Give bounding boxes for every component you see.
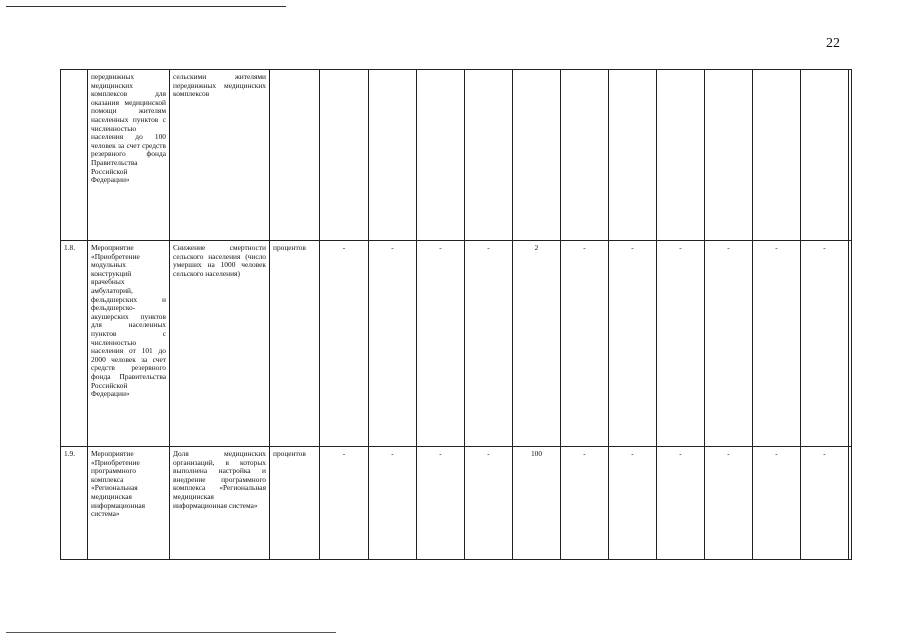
value-cell: -	[801, 241, 849, 447]
value-cell: -	[657, 241, 705, 447]
value-cell	[849, 241, 852, 447]
unit-cell: процентов	[270, 241, 320, 447]
value-cell	[849, 70, 852, 241]
value-cell: -	[561, 241, 609, 447]
value-cell: -	[320, 447, 369, 560]
indicator-cell: Снижение смертности сельского населения (число умерших на 1000 человек сельского населения)	[170, 241, 270, 447]
value-cell	[513, 70, 561, 241]
value-cell: -	[561, 447, 609, 560]
value-cell: 100	[513, 447, 561, 560]
value-cell: -	[801, 447, 849, 560]
header-rule	[6, 6, 286, 7]
value-cell: -	[753, 241, 801, 447]
value-cell	[369, 70, 417, 241]
value-cell: -	[417, 447, 465, 560]
value-cell: 2	[513, 241, 561, 447]
indicator-cell: Доля медицинских организаций, в которых выполнена настройка и внедрение программного комплекса «Региональная медицинская информационная система»	[170, 447, 270, 560]
value-cell: -	[417, 241, 465, 447]
unit-cell: процентов	[270, 447, 320, 560]
table-row	[61, 447, 852, 560]
value-cell	[320, 70, 369, 241]
value-cell: -	[609, 447, 657, 560]
program-table	[60, 69, 852, 560]
value-cell	[849, 447, 852, 560]
table-row	[61, 70, 852, 241]
value-cell	[561, 70, 609, 241]
value-cell: -	[705, 447, 753, 560]
footer-rule	[6, 632, 336, 633]
value-cell: -	[369, 447, 417, 560]
value-cell: -	[657, 447, 705, 560]
unit-cell	[270, 70, 320, 241]
value-cell: -	[320, 241, 369, 447]
table-row	[61, 241, 852, 447]
value-cell: -	[609, 241, 657, 447]
value-cell: -	[465, 447, 513, 560]
value-cell	[753, 70, 801, 241]
page-number: 22	[826, 36, 840, 51]
value-cell	[417, 70, 465, 241]
value-cell: -	[705, 241, 753, 447]
row-number: 1.9.	[61, 447, 88, 560]
indicator-cell: сельскими жителями передвижных медицинских комплексов	[170, 70, 270, 241]
value-cell: -	[465, 241, 513, 447]
value-cell	[657, 70, 705, 241]
value-cell: -	[753, 447, 801, 560]
event-cell: Мероприятие «Приобретение модульных конструкций врачебных амбулаторий, фельдшерских и фельдшерско-акушерских пунктов для населенных пунктов с численностью населения от 101 до 2000 человек за счет средств резервного фонда Правительства Российской Федерации»	[88, 241, 170, 447]
value-cell: -	[369, 241, 417, 447]
event-cell: передвижных медицинских комплексов для оказания медицинской помощи жителям населенных пунктов с численностью населения до 100 человек за счет средств резервного фонда Правительства Российской Федерации»	[88, 70, 170, 241]
row-number	[61, 70, 88, 241]
value-cell	[609, 70, 657, 241]
value-cell	[465, 70, 513, 241]
value-cell	[801, 70, 849, 241]
row-number: 1.8.	[61, 241, 88, 447]
value-cell	[705, 70, 753, 241]
event-cell: Мероприятие «Приобретение программного комплекса «Региональная медицинская информационная система»	[88, 447, 170, 560]
